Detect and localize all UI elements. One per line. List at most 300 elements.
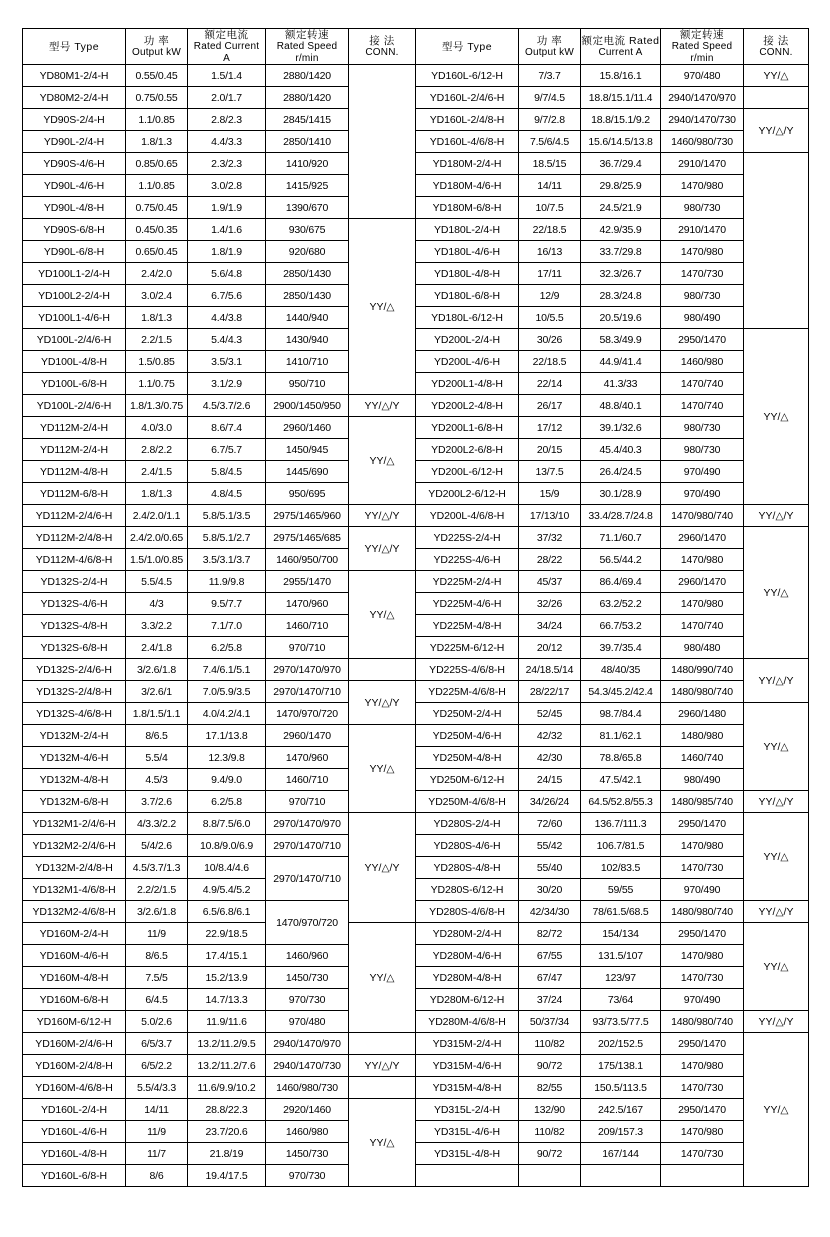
rated-speed-left: 1460/980 [266,1121,349,1143]
rated-current-left: 10/8.4/4.6 [188,857,266,879]
motor-type-left: YD132S-4/8-H [23,615,126,637]
header-conn-right: 接 法 CONN. [744,29,809,65]
motor-type-left: YD160M-4/6/8-H [23,1077,126,1099]
rated-current-right: 33.7/29.8 [581,241,661,263]
rated-current-left: 1.8/1.9 [188,241,266,263]
connection-left: YY/△/Y [349,681,416,725]
rated-speed-right: 1470/980 [661,1055,744,1077]
motor-type-right: YD200L-4/6/8-H [416,505,519,527]
output-power-right: 55/42 [519,835,581,857]
rated-speed-left: 2970/1470/970 [266,659,349,681]
connection-right: YY/△ [744,329,809,505]
motor-type-left: YD132M1-2/4/6-H [23,813,126,835]
connection-right: YY/△ [744,813,809,901]
output-power-right: 30/26 [519,329,581,351]
output-power-left: 1.8/1.3/0.75 [126,395,188,417]
rated-speed-right: 1470/740 [661,395,744,417]
rated-speed-left: 1445/690 [266,461,349,483]
table-row [23,307,809,329]
rated-speed-left: 1460/960 [266,945,349,967]
rated-speed-right: 1470/980 [661,1121,744,1143]
motor-type-left: YD132S-2/4/6-H [23,659,126,681]
motor-type-left: YD132M-6/8-H [23,791,126,813]
motor-type-left: YD132M-4/8-H [23,769,126,791]
rated-speed-right: 980/730 [661,417,744,439]
rated-current-right: 18.8/15.1/9.2 [581,109,661,131]
motor-type-right: YD280S-4/8-H [416,857,519,879]
table-row [23,1033,809,1055]
output-power-left: 4/3 [126,593,188,615]
output-power-right: 42/32 [519,725,581,747]
motor-type-left: YD100L-6/8-H [23,373,126,395]
header-power-right: 功 率 Output kW [519,29,581,65]
motor-type-left: YD160L-6/8-H [23,1165,126,1187]
output-power-left: 2.4/2.0/0.65 [126,527,188,549]
rated-current-right: 71.1/60.7 [581,527,661,549]
rated-current-right: 209/157.3 [581,1121,661,1143]
table-row [23,329,809,351]
output-power-right: 42/30 [519,747,581,769]
rated-current-left: 14.7/13.3 [188,989,266,1011]
rated-current-left: 7.1/7.0 [188,615,266,637]
rated-current-right: 42.9/35.9 [581,219,661,241]
rated-current-right: 98.7/84.4 [581,703,661,725]
header-row [23,29,809,65]
motor-type-left: YD132M2-4/6/8-H [23,901,126,923]
rated-current-left: 19.4/17.5 [188,1165,266,1187]
rated-current-right: 41.3/33 [581,373,661,395]
table-row [23,725,809,747]
motor-type-right: YD225S-4/6-H [416,549,519,571]
rated-speed-right: 1470/980/740 [661,505,744,527]
motor-type-right: YD315M-4/6-H [416,1055,519,1077]
output-power-right: 34/24 [519,615,581,637]
rated-current-left: 6.2/5.8 [188,791,266,813]
output-power-right: 67/55 [519,945,581,967]
rated-current-left: 9.5/7.7 [188,593,266,615]
motor-type-right: YD200L2-4/8-H [416,395,519,417]
motor-type-left: YD132S-4/6/8-H [23,703,126,725]
table-row [23,1121,809,1143]
rated-speed-right: 1470/730 [661,1077,744,1099]
output-power-left: 3/2.6/1.8 [126,901,188,923]
rated-speed-right: 1480/990/740 [661,659,744,681]
rated-current-left: 8.8/7.5/6.0 [188,813,266,835]
motor-type-right: YD180L-6/12-H [416,307,519,329]
rated-speed-left: 2850/1410 [266,131,349,153]
rated-speed-right: 1470/980 [661,549,744,571]
output-power-left: 11/9 [126,923,188,945]
rated-current-right: 63.2/52.2 [581,593,661,615]
motor-type-right: YD280M-4/6-H [416,945,519,967]
connection-right: YY/△ [744,1033,809,1187]
table-row [23,967,809,989]
motor-type-left: YD112M-2/4/6-H [23,505,126,527]
connection-left: YY/△/Y [349,1055,416,1077]
output-power-right: 20/15 [519,439,581,461]
rated-speed-right: 2910/1470 [661,219,744,241]
rated-current-left: 2.0/1.7 [188,87,266,109]
output-power-right: 10/7.5 [519,197,581,219]
table-body [23,65,809,1187]
motor-type-right: YD180M-4/6-H [416,175,519,197]
motor-type-right: YD200L-6/12-H [416,461,519,483]
rated-speed-left: 2940/1470/730 [266,1055,349,1077]
output-power-right: 20/12 [519,637,581,659]
output-power-right: 90/72 [519,1143,581,1165]
rated-speed-right: 1470/740 [661,373,744,395]
rated-current-left: 4.9/5.4/5.2 [188,879,266,901]
output-power-left: 1.5/0.85 [126,351,188,373]
output-power-left: 4.5/3.7/1.3 [126,857,188,879]
motor-type-right: YD280S-4/6-H [416,835,519,857]
output-power-right: 18.5/15 [519,153,581,175]
connection-right: YY/△/Y [744,791,809,813]
motor-type-left: YD160M-4/8-H [23,967,126,989]
rated-speed-left: 1430/940 [266,329,349,351]
output-power-left: 1.8/1.3 [126,483,188,505]
output-power-left: 3.3/2.2 [126,615,188,637]
motor-type-left: YD132M-4/6-H [23,747,126,769]
output-power-right: 14/11 [519,175,581,197]
rated-current-right: 202/152.5 [581,1033,661,1055]
rated-speed-left: 950/695 [266,483,349,505]
motor-type-left: YD112M-4/8-H [23,461,126,483]
output-power-right: 82/55 [519,1077,581,1099]
motor-type-left: YD160M-2/4-H [23,923,126,945]
output-power-right: 28/22 [519,549,581,571]
rated-current-right: 15.8/16.1 [581,65,661,87]
rated-speed-right: 2950/1470 [661,813,744,835]
motor-type-left: YD100L2-2/4-H [23,285,126,307]
rated-speed-right: 2950/1470 [661,329,744,351]
rated-current-right: 26.4/24.5 [581,461,661,483]
rated-speed-left: 950/710 [266,373,349,395]
table-row [23,659,809,681]
rated-current-left: 5.8/4.5 [188,461,266,483]
header-current-right: 额定电流 Rated Current A [581,29,661,65]
motor-type-right: YD225M-4/8-H [416,615,519,637]
header-speed-right: 额定转速 Rated Speed r/min [661,29,744,65]
motor-type-right: YD180M-2/4-H [416,153,519,175]
motor-type-left: YD160M-6/8-H [23,989,126,1011]
table-row [23,1165,809,1187]
connection-left: YY/△ [349,219,416,395]
rated-current-right: 39.1/32.6 [581,417,661,439]
rated-speed-left: 2970/1470/970 [266,813,349,835]
output-power-right: 7.5/6/4.5 [519,131,581,153]
rated-current-left: 10.8/9.0/6.9 [188,835,266,857]
rated-speed-right: 2950/1470 [661,923,744,945]
rated-current-left: 13.2/11.2/7.6 [188,1055,266,1077]
rated-current-left: 22.9/18.5 [188,923,266,945]
motor-type-right: YD315M-2/4-H [416,1033,519,1055]
motor-type-left: YD100L-2/4/6-H [23,329,126,351]
rated-speed-left: 2970/1470/710 [266,681,349,703]
rated-current-left: 23.7/20.6 [188,1121,266,1143]
rated-current-right: 32.3/26.7 [581,263,661,285]
connection-left: YY/△/Y [349,505,416,527]
rated-speed-right: 980/490 [661,307,744,329]
rated-speed-left: 1470/960 [266,593,349,615]
rated-speed-right: 2960/1480 [661,703,744,725]
motor-type-right: YD250M-4/8-H [416,747,519,769]
rated-speed-left: 2900/1450/950 [266,395,349,417]
output-power-left: 0.65/0.45 [126,241,188,263]
rated-current-left: 11.9/11.6 [188,1011,266,1033]
rated-speed-left: 1460/950/700 [266,549,349,571]
rated-current-right: 66.7/53.2 [581,615,661,637]
rated-speed-right: 1460/740 [661,747,744,769]
motor-type-left: YD132M2-2/4/6-H [23,835,126,857]
table-row [23,417,809,439]
output-power-right: 30/20 [519,879,581,901]
rated-speed-left: 2920/1460 [266,1099,349,1121]
connection-right: YY/△/Y [744,505,809,527]
rated-speed-left: 2970/1470/710 [266,835,349,857]
connection-left: YY/△/Y [349,813,416,923]
rated-speed-right: 2910/1470 [661,153,744,175]
rated-speed-left: 2955/1470 [266,571,349,593]
motor-type-right: YD225S-2/4-H [416,527,519,549]
table-row [23,351,809,373]
rated-speed-right: 980/490 [661,769,744,791]
table-row [23,109,809,131]
motor-type-left: YD112M-6/8-H [23,483,126,505]
rated-current-right: 131.5/107 [581,945,661,967]
rated-speed-left: 1450/730 [266,967,349,989]
motor-type-right: YD315L-4/8-H [416,1143,519,1165]
rated-speed-right: 2960/1470 [661,527,744,549]
table-row [23,131,809,153]
rated-current-left: 5.8/5.1/3.5 [188,505,266,527]
rated-current-right: 242.5/167 [581,1099,661,1121]
rated-speed-left: 2960/1470 [266,725,349,747]
connection-left [349,659,416,681]
motor-type-right: YD200L1-6/8-H [416,417,519,439]
rated-speed-left: 2975/1465/685 [266,527,349,549]
motor-type-right: YD200L2-6/8-H [416,439,519,461]
table-row [23,65,809,87]
rated-speed-right: 2940/1470/730 [661,109,744,131]
rated-speed-right: 1480/980/740 [661,1011,744,1033]
table-header [23,29,809,65]
rated-current-left: 13.2/11.2/9.5 [188,1033,266,1055]
output-power-left: 5.5/4.5 [126,571,188,593]
rated-current-right: 73/64 [581,989,661,1011]
output-power-left: 11/7 [126,1143,188,1165]
connection-right [744,153,809,329]
rated-speed-right: 1470/740 [661,615,744,637]
rated-current-left: 4.4/3.3 [188,131,266,153]
motor-type-left: YD132S-2/4/8-H [23,681,126,703]
output-power-right: 90/72 [519,1055,581,1077]
table-row [23,945,809,967]
output-power-left: 11/9 [126,1121,188,1143]
output-power-left: 2.2/1.5 [126,329,188,351]
output-power-right: 17/12 [519,417,581,439]
rated-current-left: 17.1/13.8 [188,725,266,747]
output-power-right: 132/90 [519,1099,581,1121]
motor-type-left: YD160M-2/4/6-H [23,1033,126,1055]
rated-current-right: 30.1/28.9 [581,483,661,505]
table-row [23,813,809,835]
output-power-left: 3.0/2.4 [126,285,188,307]
rated-current-left: 1.9/1.9 [188,197,266,219]
rated-current-right: 123/97 [581,967,661,989]
output-power-left: 2.4/1.8 [126,637,188,659]
header-conn-left: 接 法 CONN. [349,29,416,65]
motor-type-right: YD315L-2/4-H [416,1099,519,1121]
rated-speed-left: 1410/710 [266,351,349,373]
table-row [23,1055,809,1077]
motor-type-right: YD250M-4/6/8-H [416,791,519,813]
output-power-right: 55/40 [519,857,581,879]
table-row [23,263,809,285]
table-row [23,703,809,725]
rated-speed-left: 970/710 [266,637,349,659]
connection-left: YY/△ [349,571,416,659]
rated-speed-right: 980/730 [661,285,744,307]
motor-type-right: YD225M-6/12-H [416,637,519,659]
rated-current-right: 64.5/52.8/55.3 [581,791,661,813]
motor-type-left: YD112M-2/4-H [23,417,126,439]
rated-current-left: 4.5/3.7/2.6 [188,395,266,417]
rated-current-right: 58.3/49.9 [581,329,661,351]
table-row [23,637,809,659]
motor-type-left: YD132M-2/4-H [23,725,126,747]
output-power-left: 7.5/5 [126,967,188,989]
rated-current-left: 5.8/5.1/2.7 [188,527,266,549]
output-power-left: 5/4/2.6 [126,835,188,857]
table-row [23,1077,809,1099]
motor-type-left: YD160M-4/6-H [23,945,126,967]
rated-current-left: 5.4/4.3 [188,329,266,351]
rated-speed-left: 1440/940 [266,307,349,329]
output-power-right: 82/72 [519,923,581,945]
rated-speed-right [661,1165,744,1187]
output-power-left: 1.1/0.85 [126,109,188,131]
rated-speed-left: 970/730 [266,1165,349,1187]
output-power-left: 1.8/1.3 [126,131,188,153]
header-type-left: 型号 Type [23,29,126,65]
motor-type-right: YD225M-4/6/8-H [416,681,519,703]
rated-current-left: 15.2/13.9 [188,967,266,989]
rated-speed-right: 1470/980 [661,175,744,197]
connection-right: YY/△/Y [744,659,809,703]
rated-speed-right: 1480/985/740 [661,791,744,813]
output-power-left: 5.5/4/3.3 [126,1077,188,1099]
motor-type-left: YD132S-6/8-H [23,637,126,659]
motor-type-right: YD280S-6/12-H [416,879,519,901]
rated-speed-left: 970/710 [266,791,349,813]
output-power-left: 3/2.6/1.8 [126,659,188,681]
connection-left: YY/△ [349,725,416,813]
output-power-left: 2.2/2/1.5 [126,879,188,901]
table-row [23,241,809,263]
rated-current-right: 28.3/24.8 [581,285,661,307]
rated-current-left: 8.6/7.4 [188,417,266,439]
motor-type-left: YD112M-4/6/8-H [23,549,126,571]
rated-speed-right: 1480/980 [661,725,744,747]
table-row [23,527,809,549]
table-row [23,439,809,461]
motor-type-right: YD180L-2/4-H [416,219,519,241]
output-power-left: 8/6.5 [126,725,188,747]
rated-speed-right: 970/490 [661,989,744,1011]
table-row [23,395,809,417]
motor-type-left: YD132M1-4/6/8-H [23,879,126,901]
rated-current-left: 3.5/3.1/3.7 [188,549,266,571]
motor-type-left: YD90S-2/4-H [23,109,126,131]
motor-type-right: YD180M-6/8-H [416,197,519,219]
rated-current-right: 15.6/14.5/13.8 [581,131,661,153]
rated-current-right: 36.7/29.4 [581,153,661,175]
rated-speed-left: 2845/1415 [266,109,349,131]
rated-current-right: 78.8/65.8 [581,747,661,769]
table-row [23,483,809,505]
rated-current-left: 5.6/4.8 [188,263,266,285]
output-power-left: 0.75/0.45 [126,197,188,219]
table-row [23,549,809,571]
motor-type-right: YD160L-2/4/8-H [416,109,519,131]
output-power-left: 4.5/3 [126,769,188,791]
rated-speed-left: 1410/920 [266,153,349,175]
rated-current-right: 56.5/44.2 [581,549,661,571]
table-row [23,219,809,241]
rated-current-left: 3.5/3.1 [188,351,266,373]
output-power-right: 67/47 [519,967,581,989]
output-power-left: 2.4/2.0/1.1 [126,505,188,527]
output-power-right: 34/26/24 [519,791,581,813]
connection-left [349,65,416,219]
rated-speed-left: 2940/1470/970 [266,1033,349,1055]
output-power-right: 28/22/17 [519,681,581,703]
rated-speed-left: 1460/980/730 [266,1077,349,1099]
rated-speed-left: 1460/710 [266,615,349,637]
motor-type-right: YD180L-4/8-H [416,263,519,285]
output-power-left: 0.45/0.35 [126,219,188,241]
table-row [23,571,809,593]
rated-speed-left: 1450/945 [266,439,349,461]
motor-type-left: YD160L-4/6-H [23,1121,126,1143]
output-power-left: 6/4.5 [126,989,188,1011]
table-row [23,1099,809,1121]
output-power-right: 16/13 [519,241,581,263]
motor-type-left: YD132M-2/4/8-H [23,857,126,879]
motor-type-right: YD280S-2/4-H [416,813,519,835]
motor-type-right: YD315M-4/8-H [416,1077,519,1099]
output-power-right: 13/7.5 [519,461,581,483]
output-power-left: 1.1/0.75 [126,373,188,395]
rated-speed-left: 2880/1420 [266,87,349,109]
output-power-right: 10/5.5 [519,307,581,329]
motor-type-right: YD160L-4/6/8-H [416,131,519,153]
output-power-left: 1.1/0.85 [126,175,188,197]
rated-speed-left: 1390/670 [266,197,349,219]
output-power-right: 7/3.7 [519,65,581,87]
rated-current-right: 44.9/41.4 [581,351,661,373]
output-power-right: 45/37 [519,571,581,593]
output-power-right: 22/14 [519,373,581,395]
output-power-left: 2.4/1.5 [126,461,188,483]
motor-type-right: YD200L-2/4-H [416,329,519,351]
rated-speed-right: 1470/730 [661,857,744,879]
output-power-right: 26/17 [519,395,581,417]
output-power-right: 24/18.5/14 [519,659,581,681]
header-speed-left: 额定转速 Rated Speed r/min [266,29,349,65]
rated-speed-left: 2970/1470/710 [266,857,349,901]
